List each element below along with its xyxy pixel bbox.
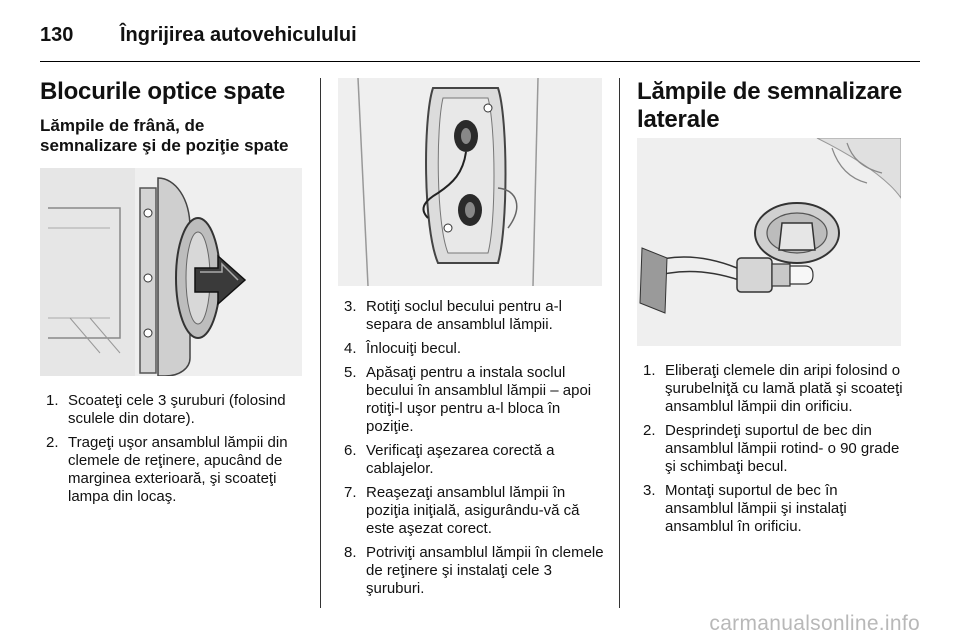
watermark: carmanualsonline.info bbox=[709, 612, 920, 635]
list-item: 1. Scoateţi cele 3 şuruburi (folosind sculele din dotare). bbox=[46, 392, 286, 427]
column-divider-1 bbox=[320, 78, 321, 608]
section-heading-side-indicators: Lămpile de semnalizare laterale bbox=[637, 78, 903, 133]
column-divider-2 bbox=[619, 78, 620, 608]
list-item: 6. Verificaţi aşezarea corectă a cablajelor. bbox=[344, 442, 555, 477]
list-item: 3. Rotiţi soclul becului pentru a-l separa de ansamblul lămpii. bbox=[344, 298, 562, 333]
section-heading-rear-lights: Blocurile optice spate bbox=[40, 78, 285, 105]
list-item: 3. Montaţi suportul de bec în ansamblul lămpii şi instalaţi ansamblul în orificiu. bbox=[643, 482, 847, 535]
list-item: 8. Potriviţi ansamblul lămpii în clemele de reţinere şi instalaţi cele 3 şuruburi. bbox=[344, 544, 604, 597]
list-item: 2. Trageţi uşor ansamblul lămpii din clemele de reţinere, apucând de marginea exterioară, şi scoateţi lampa din locaş. bbox=[46, 434, 288, 505]
page-header bbox=[40, 12, 920, 52]
bulb-replacement-steps bbox=[344, 298, 606, 604]
rear-lights-steps bbox=[46, 392, 302, 512]
bulb-socket-illustration bbox=[338, 78, 602, 286]
list-item: 1. Eliberaţi clemele din aripi folosind o şurubelniţă cu lamă plată şi scoateţi ansamblul lămpii din orificiu. bbox=[643, 362, 903, 415]
page-number: 130 bbox=[40, 24, 74, 46]
list-item: 4. Înlocuiţi becul. bbox=[344, 340, 462, 357]
rear-light-removal-illustration bbox=[40, 168, 302, 376]
side-indicator-illustration bbox=[637, 138, 901, 346]
subheading-brake-lights: Lămpile de frână, de semnalizare şi de poziţie spate bbox=[40, 116, 289, 155]
column-rear-lights bbox=[40, 78, 302, 156]
list-item: 2. Desprindeţi suportul de bec din ansamblul lămpii rotind- o 90 grade şi schimbaţi becul. bbox=[643, 422, 900, 475]
column-side-indicators bbox=[637, 78, 907, 134]
header-rule bbox=[40, 61, 920, 62]
list-item: 7. Reaşezaţi ansamblul lămpii în poziţia iniţială, asigurându-vă că este aşezat corect. bbox=[344, 484, 580, 537]
page-title: Îngrijirea autovehiculului bbox=[120, 24, 357, 46]
list-item: 5. Apăsaţi pentru a instala soclul becului în ansamblul lămpii – apoi rotiţi-l uşor pentru a-l bloca în poziţie. bbox=[344, 364, 592, 435]
side-indicator-steps bbox=[643, 362, 907, 542]
